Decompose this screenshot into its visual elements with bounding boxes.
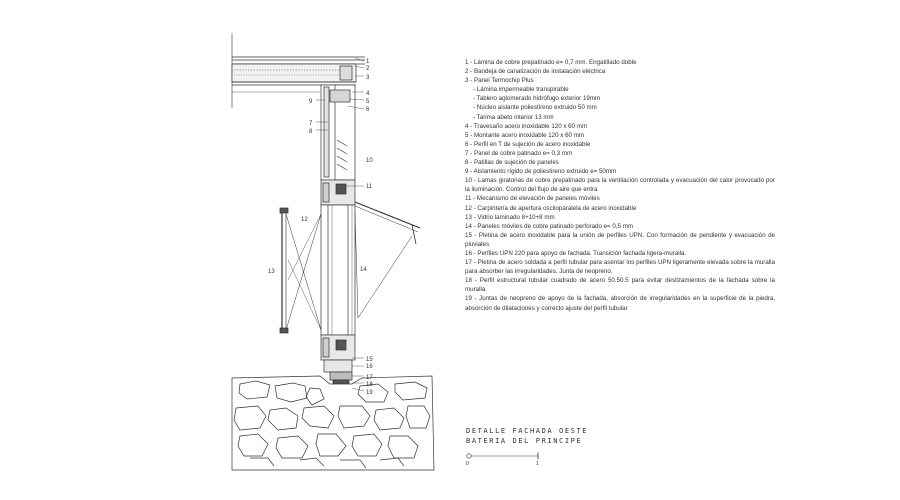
callout-11: 11 — [366, 184, 373, 190]
scale-start-label: 0 — [466, 461, 469, 466]
legend-item: 15 - Pletina de acero inoxidable para la unión de perfiles UPN. Con formación de pendiente y evacuación de pluviales — [465, 231, 775, 248]
callout-8: 8 — [309, 129, 313, 135]
drawing-subtitle: BATERIA DEL PRINCIPE — [466, 437, 583, 445]
opening-window — [280, 208, 321, 333]
callout-2: 2 — [366, 66, 370, 72]
callout-9: 9 — [309, 99, 313, 105]
facade-middle — [321, 205, 355, 360]
callout-14: 14 — [360, 267, 367, 273]
legend-item: - Tarima abeto interior 13 mm — [473, 113, 554, 121]
callout-6: 6 — [366, 107, 370, 113]
drawing-title: DETALLE FACHADA OESTE — [466, 427, 589, 435]
legend-item: 16 - Perfiles UPN 220 para apoyo de fachada. Transición fachada ligera-muralla. — [465, 249, 687, 257]
callout-7: 7 — [309, 121, 313, 127]
base-supports — [324, 360, 352, 384]
legend-item: 1 - Lámina de cobre prepatinado e= 0,7 mm. Engatillado doble — [465, 59, 637, 66]
legend-item: 4 - Travesaño acero inoxidable 120 x 60 mm — [465, 122, 588, 130]
legend-item: 13 - Vidrio laminado 8+10+8 mm — [465, 213, 555, 221]
callout-16: 16 — [366, 364, 373, 370]
callout-17: 17 — [366, 375, 373, 381]
callout-12: 12 — [301, 217, 308, 223]
movable-panel — [355, 202, 420, 318]
legend-item: - Núcleo aislante poliestireno extruido 50 mm — [473, 104, 597, 112]
callout-13: 13 — [268, 269, 275, 275]
legend-item: 17 - Pletina de acero soldada a perfil tubular para asentar los perfiles UPN ligeramente elevada sobre la muralla para absorber las irregularidades. Junta de neopreno. — [465, 259, 775, 276]
legend-item: 8 - Patillas de sujeción de paneles — [465, 159, 559, 167]
legend-item: 19 - Juntas de neopreno de apoyo de la fachada, absorción de irregularidades en la superficie de la piedra, absorción de dilataciones y correcto ajuste del perfil tubular — [465, 295, 775, 312]
callout-3: 3 — [366, 75, 370, 81]
legend-item: 14 - Paneles móviles de cobre patinado perforado e= 0,5 mm — [465, 222, 634, 230]
legend-item: - Lámina impermeable transpirable — [473, 86, 569, 94]
callout-19: 19 — [366, 390, 373, 396]
callout-4: 4 — [366, 91, 370, 97]
facade-upper — [321, 85, 355, 205]
callout-10: 10 — [366, 158, 373, 164]
legend-item: 2 - Bandeja de canalización de instalación eléctrica — [465, 68, 606, 76]
scale-end-label: 1 — [536, 461, 539, 466]
legend-item: - Tablero aglomerado hidrófugo exterior 19mm — [473, 95, 601, 103]
callout-1: 1 — [366, 59, 370, 65]
legend-item: 18 - Perfil estructural tubular cuadrado de acero 50.50.5 para evitar deslizamientos de la fachada sobre la muralla — [465, 277, 775, 294]
stone-wall — [232, 376, 434, 470]
legend-list — [465, 58, 775, 313]
scale-bar — [466, 452, 546, 466]
legend-item: 10 - Lamas giratorias de cobre prepatinado para la ventilación controlada y evacuación del calor provocado por la iluminación. Control del flujo de aire que entra — [465, 177, 775, 194]
callout-15: 15 — [366, 357, 373, 363]
legend-item: 11 - Mecanismo de elevación de paneles móviles — [465, 195, 600, 203]
legend-item: 6 - Perfil en T de sujeción de acero inoxidable — [465, 140, 591, 148]
legend-item: 3 - Panel Termochip Plus — [465, 77, 534, 85]
legend-item: 9 - Aislamiento rígido de poliestireno extruido e= 50mm — [465, 168, 617, 176]
legend-item: 7 - Panel de cobre patinado e= 0,3 mm — [465, 149, 573, 157]
legend-item: 12 - Carpintería de apertura osciloparalela de acero inoxidable — [465, 204, 637, 212]
legend-item: 5 - Montante acero inoxidable 120 x 60 mm — [465, 131, 585, 139]
callout-18: 18 — [366, 382, 373, 388]
callout-5: 5 — [366, 99, 370, 105]
